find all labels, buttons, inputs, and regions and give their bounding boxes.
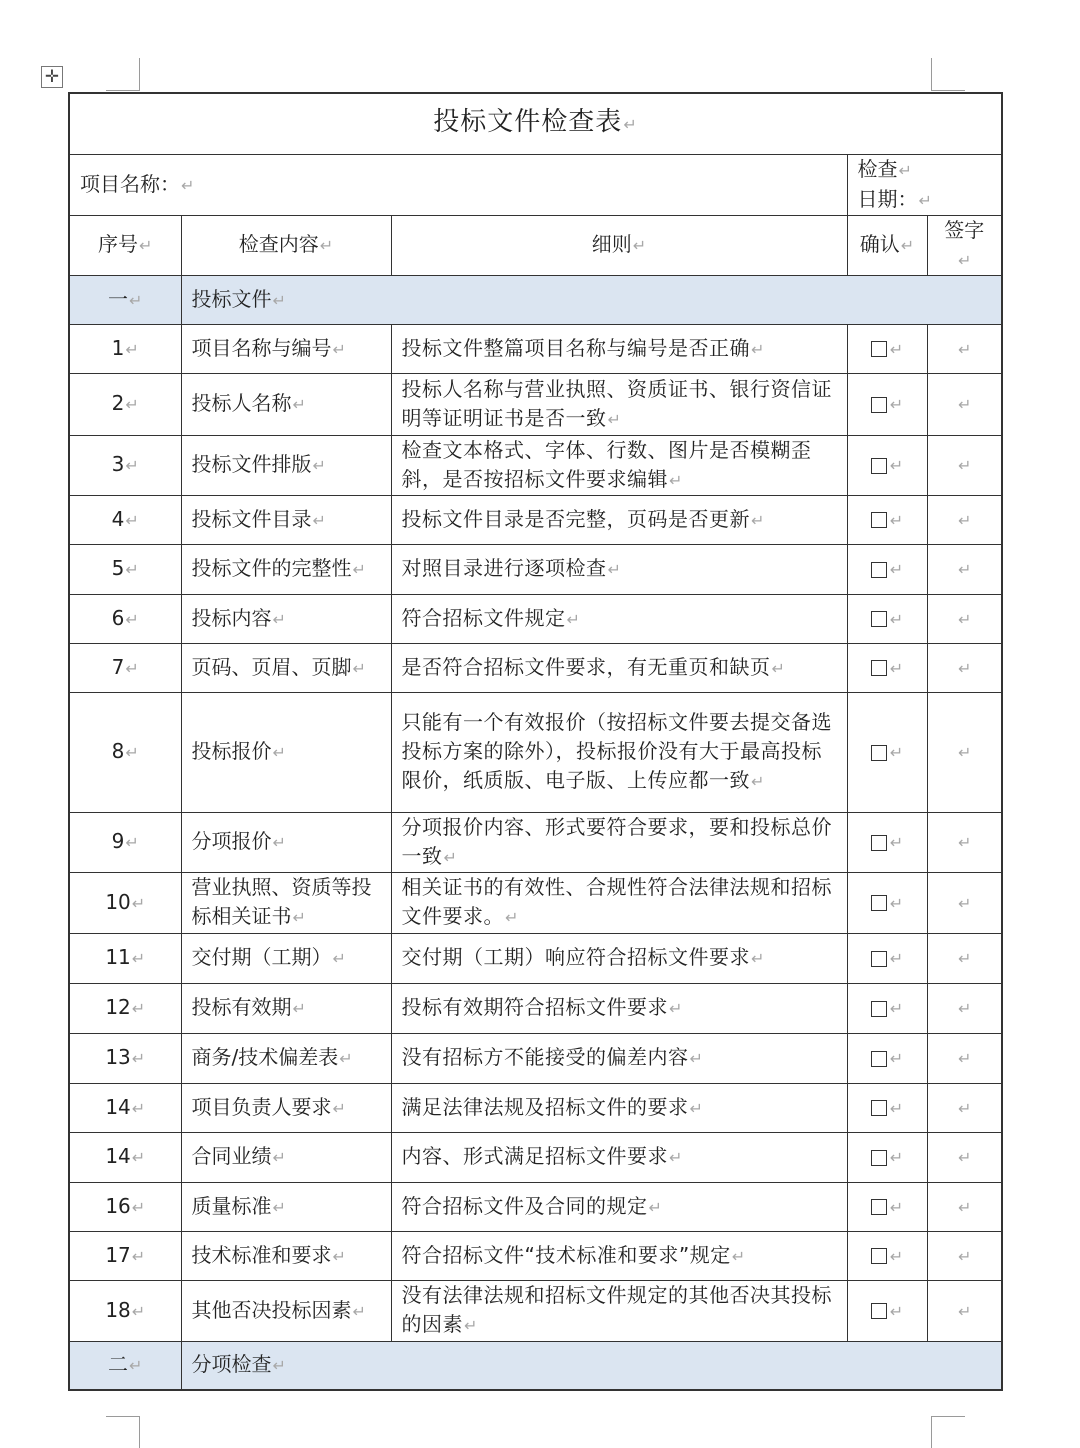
check-detail[interactable]: 检查文本格式、字体、行数、图片是否模糊歪斜，是否按招标文件要求编辑↵ bbox=[391, 435, 847, 495]
table-row bbox=[69, 643, 1002, 692]
check-detail-text: 内容、形式满足招标文件要求 bbox=[401, 1144, 668, 1168]
checkbox-icon[interactable] bbox=[871, 341, 887, 357]
check-item-text: 技术标准和要求 bbox=[191, 1242, 332, 1267]
row-number-text: 9 bbox=[111, 829, 125, 853]
confirm-checkbox[interactable]: ↵ bbox=[847, 933, 927, 983]
check-detail-text: 交付期（工期）响应符合招标文件要求 bbox=[401, 945, 750, 969]
signature-field[interactable]: ↵ bbox=[927, 1231, 1002, 1280]
table-row bbox=[69, 1083, 1002, 1132]
confirm-checkbox[interactable]: ↵ bbox=[847, 1132, 927, 1182]
check-detail-text: 投标文件整篇项目名称与编号是否正确 bbox=[401, 335, 750, 360]
table-row bbox=[69, 324, 1002, 373]
table-row bbox=[69, 435, 1002, 495]
check-detail[interactable]: 是否符合招标文件要求，有无重页和缺页↵ bbox=[391, 643, 847, 692]
confirm-checkbox[interactable]: ↵ bbox=[847, 435, 927, 495]
check-item[interactable]: 投标内容↵ bbox=[181, 594, 391, 643]
check-detail-text: 符合招标文件“技术标准和要求”规定 bbox=[401, 1242, 731, 1267]
check-detail-text: 检查文本格式、字体、行数、图片是否模糊歪斜，是否按招标文件要求编辑 bbox=[401, 437, 812, 491]
check-detail[interactable]: 符合招标文件规定↵ bbox=[391, 594, 847, 643]
signature-field[interactable]: ↵ bbox=[927, 1033, 1002, 1083]
checkbox-icon[interactable] bbox=[871, 1199, 887, 1215]
table-row bbox=[69, 544, 1002, 594]
check-item[interactable]: 投标文件排版↵ bbox=[181, 435, 391, 495]
table-row bbox=[69, 1033, 1002, 1083]
header-row bbox=[69, 215, 1002, 275]
checkbox-icon[interactable] bbox=[871, 1150, 887, 1166]
signature-field[interactable]: ↵ bbox=[927, 872, 1002, 933]
checkbox-icon[interactable] bbox=[871, 611, 887, 627]
section-title[interactable]: 分项检查↵ bbox=[181, 1341, 1002, 1390]
checkbox-icon[interactable] bbox=[871, 1303, 887, 1319]
check-detail-text: 没有招标方不能接受的偏差内容 bbox=[401, 1045, 689, 1069]
row-number-text: 4 bbox=[111, 506, 125, 531]
signature-field[interactable]: ↵ bbox=[927, 933, 1002, 983]
check-item[interactable]: 商务/技术偏差表↵ bbox=[181, 1033, 391, 1083]
check-item-text: 营业执照、资质等投标相关证书 bbox=[191, 875, 372, 928]
signature-field[interactable]: ↵ bbox=[927, 692, 1002, 812]
table-row bbox=[69, 983, 1002, 1033]
check-detail-text: 相关证书的有效性、合规性符合法律法规和招标文件要求。 bbox=[401, 875, 832, 928]
check-item-text: 商务/技术偏差表 bbox=[191, 1045, 339, 1069]
check-item-text: 投标报价 bbox=[191, 739, 272, 763]
table-move-handle-icon[interactable]: ✛ bbox=[41, 66, 63, 88]
check-detail-text: 投标文件目录是否完整，页码是否更新 bbox=[401, 506, 750, 531]
confirm-checkbox[interactable]: ↵ bbox=[847, 495, 927, 544]
confirm-checkbox[interactable]: ↵ bbox=[847, 1033, 927, 1083]
row-number-text: 12 bbox=[105, 995, 131, 1019]
check-item-text: 合同业绩 bbox=[191, 1144, 272, 1168]
row-number-text: 13 bbox=[105, 1045, 131, 1069]
signature-field[interactable]: ↵ bbox=[927, 495, 1002, 544]
section-title[interactable]: 投标文件↵ bbox=[181, 275, 1002, 324]
check-item[interactable]: 投标人名称↵ bbox=[181, 373, 391, 435]
checkbox-icon[interactable] bbox=[871, 562, 887, 578]
header-seq: 序号↵ bbox=[69, 215, 181, 275]
confirm-checkbox[interactable]: ↵ bbox=[847, 1231, 927, 1280]
row-number: 7↵ bbox=[69, 643, 181, 692]
row-number-text: 7 bbox=[111, 654, 125, 679]
check-detail[interactable]: 投标文件整篇项目名称与编号是否正确↵ bbox=[391, 324, 847, 373]
checkbox-icon[interactable] bbox=[871, 1100, 887, 1116]
crop-mark-bottom-left bbox=[106, 1416, 140, 1448]
check-detail-text: 是否符合招标文件要求，有无重页和缺页 bbox=[401, 654, 771, 679]
check-item-text: 质量标准 bbox=[191, 1193, 272, 1218]
table-row bbox=[69, 1182, 1002, 1231]
check-detail-text: 投标人名称与营业执照、资质证书、银行资信证明等证明证书是否一致 bbox=[401, 376, 832, 430]
check-item[interactable]: 投标文件的完整性↵ bbox=[181, 544, 391, 594]
check-detail-text: 投标有效期符合招标文件要求 bbox=[401, 995, 668, 1019]
check-detail[interactable]: 对照目录进行逐项检查↵ bbox=[391, 544, 847, 594]
table-row bbox=[69, 933, 1002, 983]
table-row bbox=[69, 692, 1002, 812]
check-detail[interactable]: 投标人名称与营业执照、资质证书、银行资信证明等证明证书是否一致↵ bbox=[391, 373, 847, 435]
check-detail-text: 对照目录进行逐项检查 bbox=[401, 556, 607, 580]
row-number-text: 14 bbox=[105, 1094, 131, 1119]
table-row bbox=[69, 1231, 1002, 1280]
confirm-checkbox[interactable]: ↵ bbox=[847, 373, 927, 435]
row-number: 10↵ bbox=[69, 872, 181, 933]
document-title[interactable]: 投标文件检查表↵ bbox=[69, 93, 1002, 154]
check-detail-text: 满足法律法规及招标文件的要求 bbox=[401, 1094, 689, 1119]
checkbox-icon[interactable] bbox=[871, 1248, 887, 1264]
check-item-text: 交付期（工期） bbox=[191, 945, 332, 969]
section-number: 一↵ bbox=[69, 275, 181, 324]
check-item[interactable]: 项目负责人要求↵ bbox=[181, 1083, 391, 1132]
checkbox-icon[interactable] bbox=[871, 1051, 887, 1067]
confirm-checkbox[interactable]: ↵ bbox=[847, 544, 927, 594]
check-detail[interactable]: 没有法律法规和招标文件规定的其他否决其投标的因素↵ bbox=[391, 1280, 847, 1341]
check-detail[interactable]: 满足法律法规及招标文件的要求↵ bbox=[391, 1083, 847, 1132]
row-number-text: 17 bbox=[105, 1242, 131, 1267]
row-number: 9↵ bbox=[69, 812, 181, 872]
checkbox-icon[interactable] bbox=[871, 397, 887, 413]
row-number: 14↵ bbox=[69, 1083, 181, 1132]
confirm-checkbox[interactable]: ↵ bbox=[847, 1182, 927, 1231]
confirm-checkbox[interactable]: ↵ bbox=[847, 983, 927, 1033]
checkbox-icon[interactable] bbox=[871, 745, 887, 761]
row-number: 5↵ bbox=[69, 544, 181, 594]
header-signature: 签字↵ bbox=[927, 215, 1002, 275]
check-item-text: 投标人名称 bbox=[191, 391, 292, 415]
checkbox-icon[interactable] bbox=[871, 458, 887, 474]
row-number: 16↵ bbox=[69, 1182, 181, 1231]
signature-field[interactable]: ↵ bbox=[927, 812, 1002, 872]
row-number-text: 10 bbox=[105, 889, 131, 914]
check-item-text: 其他否决投标因素 bbox=[191, 1297, 352, 1322]
crop-mark-top-right bbox=[931, 58, 965, 91]
table-row bbox=[69, 1132, 1002, 1182]
checklist-table bbox=[68, 92, 1003, 1391]
row-number: 8↵ bbox=[69, 692, 181, 812]
row-number-text: 6 bbox=[111, 605, 125, 630]
row-number: 2↵ bbox=[69, 373, 181, 435]
check-item-text: 投标有效期 bbox=[191, 995, 292, 1019]
row-number-text: 16 bbox=[105, 1193, 131, 1218]
checkbox-icon[interactable] bbox=[871, 835, 887, 851]
check-detail[interactable]: 内容、形式满足招标文件要求↵ bbox=[391, 1132, 847, 1182]
check-item[interactable]: 页码、页眉、页脚↵ bbox=[181, 643, 391, 692]
check-detail[interactable]: 只能有一个有效报价（按招标文件要去提交备选投标方案的除外），投标报价没有大于最高投标限价，纸质版、电子版、上传应都一致↵ bbox=[391, 692, 847, 812]
check-detail[interactable]: 分项报价内容、形式要符合要求，要和投标总价一致↵ bbox=[391, 812, 847, 872]
check-item-text: 投标文件排版 bbox=[191, 452, 312, 476]
row-number: 11↵ bbox=[69, 933, 181, 983]
checkbox-icon[interactable] bbox=[871, 951, 887, 967]
check-detail-text: 符合招标文件及合同的规定 bbox=[401, 1193, 648, 1218]
check-item-text: 页码、页眉、页脚 bbox=[191, 654, 352, 679]
row-number-text: 5 bbox=[111, 556, 125, 580]
section-row bbox=[69, 275, 1002, 324]
check-item[interactable]: 营业执照、资质等投标相关证书↵ bbox=[181, 872, 391, 933]
checkbox-icon[interactable] bbox=[871, 895, 887, 911]
header-detail: 细则↵ bbox=[391, 215, 847, 275]
signature-field[interactable]: ↵ bbox=[927, 435, 1002, 495]
signature-field[interactable]: ↵ bbox=[927, 1083, 1002, 1132]
section-number: 二↵ bbox=[69, 1341, 181, 1390]
row-number: 13↵ bbox=[69, 1033, 181, 1083]
check-detail-text: 只能有一个有效报价（按招标文件要去提交备选投标方案的除外），投标报价没有大于最高投标限价，纸质版、电子版、上传应都一致 bbox=[401, 710, 832, 792]
table-row bbox=[69, 1280, 1002, 1341]
row-number: 4↵ bbox=[69, 495, 181, 544]
check-item-text: 项目负责人要求 bbox=[191, 1094, 332, 1119]
table-row bbox=[69, 594, 1002, 643]
row-number-text: 2 bbox=[111, 391, 125, 415]
check-item[interactable]: 交付期（工期）↵ bbox=[181, 933, 391, 983]
row-number: 12↵ bbox=[69, 983, 181, 1033]
check-item-text: 分项报价 bbox=[191, 829, 272, 853]
row-number: 3↵ bbox=[69, 435, 181, 495]
signature-field[interactable]: ↵ bbox=[927, 324, 1002, 373]
checkbox-icon[interactable] bbox=[871, 660, 887, 676]
crop-mark-top-left bbox=[106, 58, 140, 91]
table-row bbox=[69, 495, 1002, 544]
row-number-text: 1 bbox=[111, 335, 125, 360]
confirm-checkbox[interactable]: ↵ bbox=[847, 1083, 927, 1132]
confirm-checkbox[interactable]: ↵ bbox=[847, 643, 927, 692]
section-row bbox=[69, 1341, 1002, 1390]
project-name-field[interactable]: 项目名称：↵ bbox=[69, 154, 847, 215]
confirm-checkbox[interactable]: ↵ bbox=[847, 324, 927, 373]
signature-field[interactable]: ↵ bbox=[927, 643, 1002, 692]
check-item[interactable]: 合同业绩↵ bbox=[181, 1132, 391, 1182]
check-item[interactable]: 分项报价↵ bbox=[181, 812, 391, 872]
signature-field[interactable]: ↵ bbox=[927, 373, 1002, 435]
confirm-checkbox[interactable]: ↵ bbox=[847, 594, 927, 643]
check-item[interactable]: 投标文件目录↵ bbox=[181, 495, 391, 544]
row-number: 17↵ bbox=[69, 1231, 181, 1280]
table-row bbox=[69, 872, 1002, 933]
row-number: 1↵ bbox=[69, 324, 181, 373]
row-number: 18↵ bbox=[69, 1280, 181, 1341]
check-detail[interactable]: 相关证书的有效性、合规性符合法律法规和招标文件要求。↵ bbox=[391, 872, 847, 933]
checkbox-icon[interactable] bbox=[871, 1001, 887, 1017]
signature-field[interactable]: ↵ bbox=[927, 983, 1002, 1033]
check-detail[interactable]: 符合招标文件“技术标准和要求”规定↵ bbox=[391, 1231, 847, 1280]
check-detail[interactable]: 交付期（工期）响应符合招标文件要求↵ bbox=[391, 933, 847, 983]
check-detail[interactable]: 符合招标文件及合同的规定↵ bbox=[391, 1182, 847, 1231]
header-confirm: 确认↵ bbox=[847, 215, 927, 275]
check-detail[interactable]: 没有招标方不能接受的偏差内容↵ bbox=[391, 1033, 847, 1083]
signature-field[interactable]: ↵ bbox=[927, 1132, 1002, 1182]
signature-field[interactable]: ↵ bbox=[927, 1182, 1002, 1231]
table-row bbox=[69, 373, 1002, 435]
crop-mark-bottom-right bbox=[931, 1416, 965, 1448]
signature-field[interactable]: ↵ bbox=[927, 1280, 1002, 1341]
row-number-text: 11 bbox=[105, 945, 131, 969]
check-item[interactable]: 项目名称与编号↵ bbox=[181, 324, 391, 373]
signature-field[interactable]: ↵ bbox=[927, 594, 1002, 643]
check-detail[interactable]: 投标文件目录是否完整，页码是否更新↵ bbox=[391, 495, 847, 544]
check-item[interactable]: 质量标准↵ bbox=[181, 1182, 391, 1231]
check-detail[interactable]: 投标有效期符合招标文件要求↵ bbox=[391, 983, 847, 1033]
confirm-checkbox[interactable]: ↵ bbox=[847, 1280, 927, 1341]
check-detail-text: 没有法律法规和招标文件规定的其他否决其投标的因素 bbox=[401, 1283, 832, 1336]
check-item-text: 投标文件目录 bbox=[191, 506, 312, 531]
row-number-text: 8 bbox=[111, 739, 125, 763]
row-number-text: 18 bbox=[105, 1297, 131, 1322]
check-detail-text: 符合招标文件规定 bbox=[401, 605, 566, 630]
check-item-text: 投标内容 bbox=[191, 605, 272, 630]
check-date-field[interactable]: 检查↵ 日期：↵ bbox=[847, 154, 1002, 215]
check-item-text: 投标文件的完整性 bbox=[191, 556, 352, 580]
header-content: 检查内容↵ bbox=[181, 215, 391, 275]
confirm-checkbox[interactable]: ↵ bbox=[847, 872, 927, 933]
check-detail-text: 分项报价内容、形式要符合要求，要和投标总价一致 bbox=[401, 814, 832, 868]
confirm-checkbox[interactable]: ↵ bbox=[847, 692, 927, 812]
check-item[interactable]: 投标报价↵ bbox=[181, 692, 391, 812]
signature-field[interactable]: ↵ bbox=[927, 544, 1002, 594]
check-item[interactable]: 技术标准和要求↵ bbox=[181, 1231, 391, 1280]
check-item[interactable]: 投标有效期↵ bbox=[181, 983, 391, 1033]
row-number-text: 3 bbox=[111, 452, 125, 476]
row-number: 6↵ bbox=[69, 594, 181, 643]
confirm-checkbox[interactable]: ↵ bbox=[847, 812, 927, 872]
check-item-text: 项目名称与编号 bbox=[191, 335, 332, 360]
table-row bbox=[69, 812, 1002, 872]
checkbox-icon[interactable] bbox=[871, 512, 887, 528]
row-number: 14↵ bbox=[69, 1132, 181, 1182]
row-number-text: 14 bbox=[105, 1144, 131, 1168]
check-item[interactable]: 其他否决投标因素↵ bbox=[181, 1280, 391, 1341]
